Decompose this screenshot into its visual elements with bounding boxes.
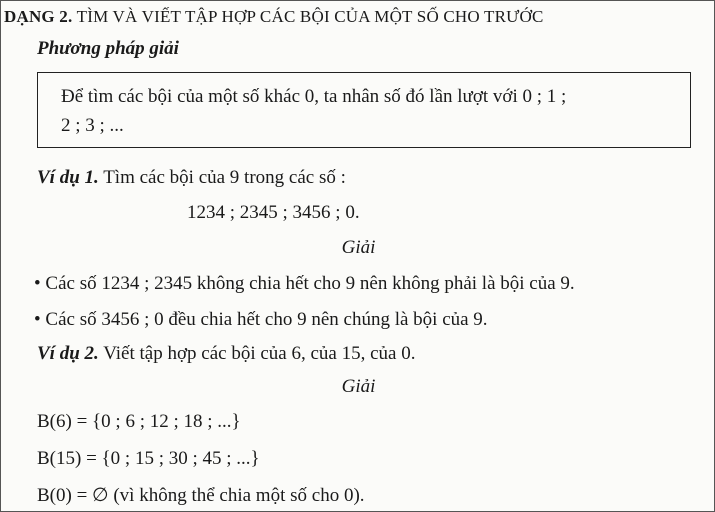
method-title: Phương pháp giải [37, 38, 179, 59]
section-heading [4, 6, 544, 28]
method-box [37, 72, 691, 148]
example-2-prompt: Viết tập hợp các bội của 6, của 15, của 0. [103, 343, 416, 364]
example-1-numbers: 1234 ; 2345 ; 3456 ; 0. [187, 202, 360, 223]
section-title: TÌM VÀ VIẾT TẬP HỢP CÁC BỘI CỦA MỘT SỐ CHO TRƯỚC [76, 7, 544, 26]
example-1 [37, 167, 346, 189]
example-2-solution-title: Giải [341, 376, 376, 397]
example-1-prompt: Tìm các bội của 9 trong các số : [103, 167, 346, 188]
example-2-line-2: B(15) = {0 ; 15 ; 30 ; 45 ; ...} [37, 448, 260, 469]
example-2 [37, 343, 415, 365]
example-2-line-3: B(0) = ∅ (vì không thể chia một số cho 0). [37, 485, 365, 506]
method-text-line-1: Để tìm các bội của một số khác 0, ta nhân số đó lần lượt với 0 ; 1 ; [61, 86, 567, 107]
example-2-label: Ví dụ 2. [37, 343, 99, 364]
example-1-bullet-2: • Các số 3456 ; 0 đều chia hết cho 9 nên chúng là bội của 9. [34, 309, 488, 330]
example-2-line-1: B(6) = {0 ; 6 ; 12 ; 18 ; ...} [37, 411, 241, 432]
example-1-bullet-1: • Các số 1234 ; 2345 không chia hết cho 9 nên không phải là bội của 9. [34, 273, 575, 294]
method-text-line-2: 2 ; 3 ; ... [61, 115, 124, 136]
example-1-solution-title: Giải [341, 237, 376, 258]
example-1-label: Ví dụ 1. [37, 167, 99, 188]
section-label: DẠNG 2. [4, 7, 73, 26]
